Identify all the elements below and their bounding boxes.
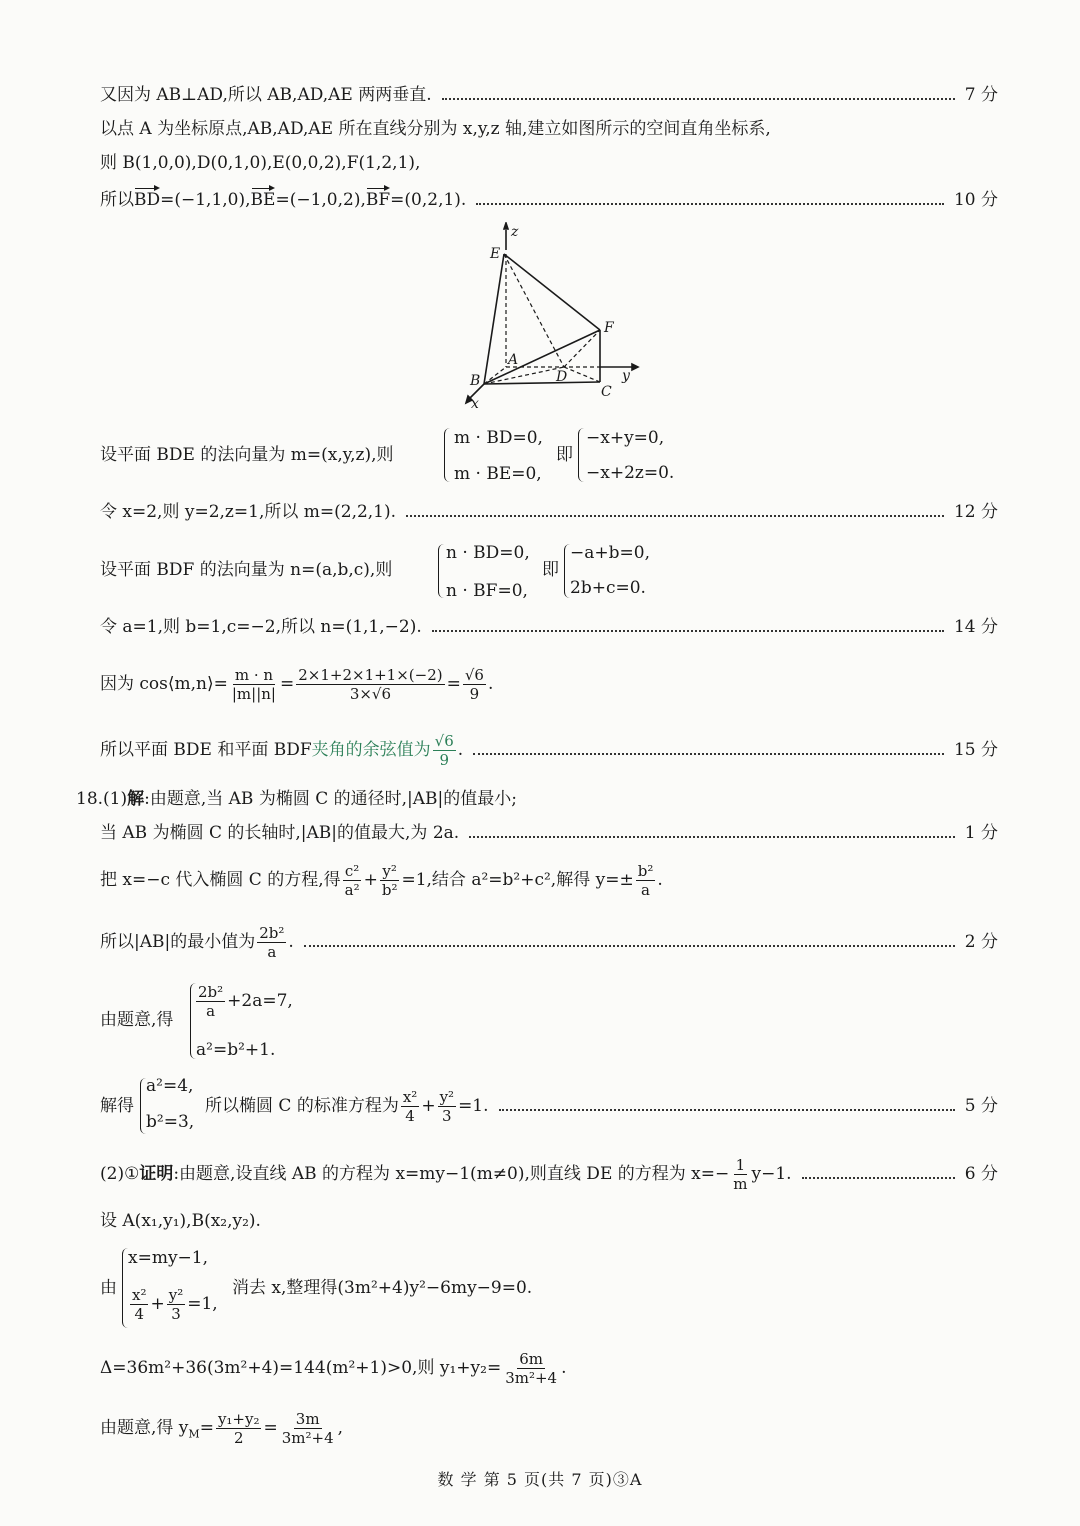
text: :由题意,当 AB 为椭圆 C 的通径时,|AB|的值最小; [144,789,518,809]
denominator: 2 [233,1429,244,1447]
line-19-pre: 由 [100,1278,117,1298]
line-1 [100,83,998,107]
edge-dc [564,367,600,382]
line-11 [76,787,517,811]
line-16 [205,1084,998,1128]
denominator: 9 [439,751,449,769]
edge-bc [484,382,600,384]
numerator: y² [382,862,397,880]
page-footer: 数 学 第 5 页(共 7 页)③A [437,1470,643,1489]
numerator: m · n [234,666,274,684]
numerator: y² [439,1088,455,1106]
line-3: 则 B(1,0,0),D(0,1,0),E(0,0,2),F(1,2,1), [100,153,421,173]
numerator: 2b² [198,983,224,1001]
system-row: −a+b=0, [570,543,650,563]
line-18: 设 A(x₁,y₁),B(x₂,y₂). [100,1211,261,1231]
line-7 [100,558,392,582]
numerator: √6 [434,732,454,750]
line-16-pre: 解得 [100,1096,134,1116]
dot-leader [499,1109,955,1111]
edge-bd [484,367,564,384]
fraction [433,732,456,769]
text: 把 x=−c 代入椭圆 C 的方程,得 [100,870,341,890]
bold-label: 证明 [139,1164,174,1184]
line-9 [100,662,493,706]
system-row [454,462,542,486]
dot-leader [469,836,955,838]
numerator: y² [168,1286,184,1304]
question-number: 18.(1) [76,789,128,809]
label-e: E [490,246,501,262]
dot-leader [432,630,944,632]
label-f: F [604,320,614,336]
denominator: a [206,1002,216,1020]
line-text: 又因为 AB⊥AD,所以 AB,AD,AE 两两垂直. [100,85,432,105]
line-14 [100,920,998,964]
score: 15 分 [953,740,998,760]
fraction [196,983,225,1020]
subscript: M [188,1427,200,1441]
text: y−1. [751,1164,792,1184]
fraction [503,1350,559,1387]
text: =(−1,0,2), [275,190,366,210]
label-b: B [470,373,481,389]
score: 1 分 [964,823,998,843]
text: m · BD=0, [454,428,543,448]
numerator: 6m [519,1350,544,1368]
text: =(−1,1,0), [160,190,251,210]
denominator: 3m²+4 [505,1369,558,1387]
text: = [446,674,461,694]
system-row: −x+y=0, [586,428,665,448]
fraction [343,862,362,899]
numerator: 2×1+2×1+1×(−2) [298,666,443,684]
system-row: b²=3, [146,1112,195,1132]
numerator: 3m [295,1410,320,1428]
fraction [296,666,444,703]
fraction [167,1286,186,1323]
denominator: 3m²+4 [281,1429,334,1447]
line-13 [100,858,663,902]
text: 所以|AB|的最小值为 [100,932,256,952]
text: =1. [458,1096,489,1116]
system-row: −x+2z=0. [586,463,675,483]
edge-ef [504,254,600,330]
numerator: 1 [735,1156,746,1174]
brace [444,428,451,482]
score: 12 分 [953,502,998,522]
edge-df [564,330,600,367]
system-row: a²=b²+1. [196,1040,276,1060]
text: 所以椭圆 C 的标准方程为 [205,1096,399,1116]
fraction [280,1410,336,1447]
edge-eb [484,254,504,384]
numerator: x² [132,1286,147,1304]
text: 即 [556,445,573,465]
score: 5 分 [964,1096,998,1116]
line-8 [100,615,998,639]
text: . [487,674,494,694]
system-row: n · BF=0, [446,581,528,601]
label-y: y [622,368,630,384]
text: =1,结合 a²=b²+c²,解得 y=± [401,870,634,890]
text: =(0,2,1). [390,190,467,210]
text: = [199,1418,214,1438]
line-12 [100,821,998,845]
fraction [257,924,286,961]
denominator: b² [381,881,398,899]
line-text: 令 x=2,则 y=2,z=1,所以 m=(2,2,1). [100,502,397,522]
numerator: √6 [464,666,484,684]
dot-leader [476,203,944,205]
line-21 [100,1406,343,1456]
dot-leader [442,98,955,100]
line-5 [100,443,393,467]
text: 即 [542,560,559,580]
vector-bd: BD [134,190,161,210]
numerator: x² [402,1088,418,1106]
denominator: 4 [134,1305,145,1323]
system-row [454,426,543,450]
line-text: 当 AB 为椭圆 C 的长轴时,|AB|的值最大,为 2a. [100,823,460,843]
text: Δ=36m²+36(3m²+4)=144(m²+1)>0,则 y₁+y₂= [100,1358,502,1378]
line-4 [100,188,998,212]
line-20 [100,1346,567,1390]
text: = [263,1418,278,1438]
line-text: 令 a=1,则 b=1,c=−2,所以 n=(1,1,−2). [100,617,422,637]
numerator: y₁+y₂ [217,1410,260,1428]
denominator: |m||n| [231,685,276,703]
text: 因为 cos⟨m,n⟩= [100,674,228,694]
brace [438,544,445,598]
text: + [363,870,378,890]
denominator: 3 [171,1305,181,1323]
vector-be: BE [250,190,276,210]
denominator: 9 [469,685,480,703]
denominator: a [267,943,277,961]
denominator: a [641,881,650,899]
text: m · BE=0, [454,464,542,484]
fraction [731,1156,749,1193]
text: . [657,870,663,890]
bold-label: 解 [127,789,145,809]
line-15 [100,1008,173,1032]
numerator: b² [637,862,654,880]
label-d: D [556,369,568,385]
text: 所以 [100,190,134,210]
text: 设平面 BDF 的法向量为 n=(a,b,c),则 [100,560,393,580]
text: =1, [187,1294,218,1314]
fraction [401,1088,419,1125]
text: (2)① [100,1164,140,1184]
highlight-text: 夹角的余弦值为 [311,740,431,760]
denominator: 3 [442,1107,452,1125]
text: 所以平面 BDE 和平面 BDF [100,740,312,760]
text: . [457,740,464,760]
system-row [128,1282,218,1326]
system-row: x=my−1, [128,1248,209,1268]
system-row [194,981,293,1021]
fraction [380,862,400,899]
score: 14 分 [953,617,998,637]
fraction [636,862,656,899]
dot-leader [802,1177,955,1179]
label-c: C [601,384,612,400]
numerator: c² [344,862,360,880]
label-z: z [511,224,519,240]
brace [578,428,585,482]
text: 由题意,得 [100,1010,174,1030]
fraction [130,1286,148,1323]
line-17 [100,1152,998,1196]
line-10 [100,728,998,772]
system-row: 2b+c=0. [570,578,646,598]
score: 2 分 [964,932,998,952]
text: . [288,932,294,952]
text: +2a=7, [227,991,293,1011]
line-6 [100,500,998,524]
label-a: A [508,352,519,368]
system-row: n · BD=0, [446,543,530,563]
denominator: 4 [405,1107,415,1125]
numerator: 2b² [259,924,285,942]
fraction [230,666,278,703]
edge-ed [504,254,564,367]
text: 消去 x,整理得(3m²+4)y²−6my−9=0. [232,1278,533,1298]
fraction [216,1410,262,1447]
text: 由题意,得 y [100,1418,189,1438]
edge-bf [484,330,600,384]
denominator: a² [344,881,360,899]
text: + [150,1294,165,1314]
text: , [337,1418,344,1438]
vector-bf: BF [365,190,391,210]
score: 6 分 [964,1164,998,1184]
score: 7 分 [964,85,998,105]
denominator: 3×√6 [349,685,392,703]
dot-leader [304,945,955,947]
text: 设平面 BDE 的法向量为 m=(x,y,z),则 [100,445,394,465]
fraction [463,666,486,703]
text: = [279,674,295,694]
fraction [438,1088,457,1125]
text: . [561,1358,567,1378]
denominator: m [733,1175,748,1193]
system-row: a²=4, [146,1076,194,1096]
line-2: 以点 A 为坐标原点,AB,AD,AE 所在直线分别为 x,y,z 轴,建立如图所示的空间直角坐标系, [100,119,771,139]
dot-leader [406,515,944,517]
dot-leader [473,753,944,755]
coordinate-figure [460,222,650,412]
text: + [421,1096,436,1116]
score: 10 分 [953,190,998,210]
text: :由题意,设直线 AB 的方程为 x=my−1(m≠0),则直线 DE 的方程为 x=− [173,1164,730,1184]
label-x: x [471,396,479,412]
